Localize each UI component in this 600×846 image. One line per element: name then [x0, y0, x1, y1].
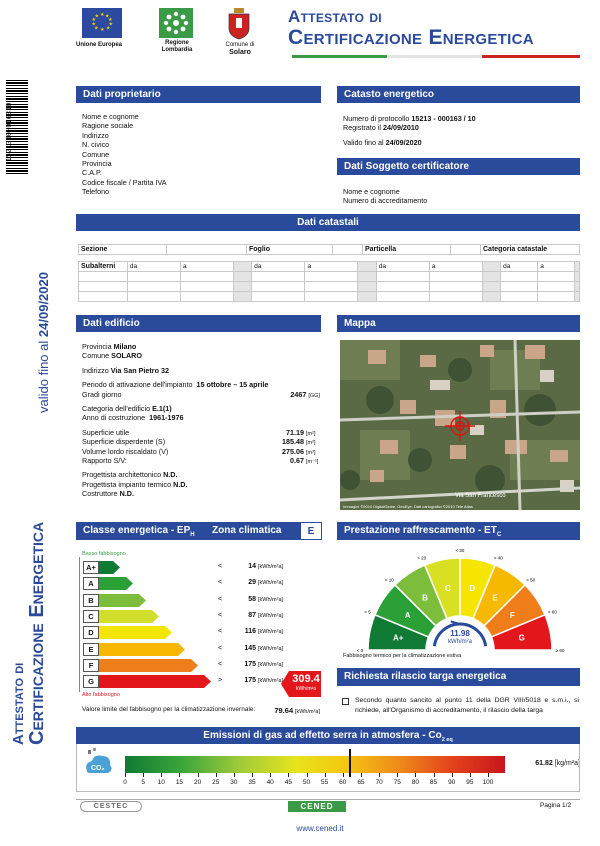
owner-field: N. civico [82, 140, 110, 150]
emissions-unit: [kg/m²a] [554, 760, 580, 767]
cooling-label: Prestazione raffrescamento - ET [344, 525, 497, 536]
energy-class-letter: F [83, 659, 99, 672]
gauge-letter: C [444, 584, 451, 594]
svg-text:★: ★ [108, 17, 113, 23]
scale-label: 100 [482, 779, 494, 786]
area-unit: [m²] [306, 430, 316, 437]
scale-label: 95 [466, 779, 474, 786]
energy-class-limit: 175 [244, 677, 256, 685]
registered-label: Registrato il [343, 123, 381, 133]
emissions-title [76, 727, 580, 744]
co2-text: CO₂ [91, 765, 105, 772]
energy-class-symbol: < [218, 628, 223, 636]
cooling-title [337, 522, 580, 540]
energy-class-bar [83, 659, 199, 672]
lombardia-logo [159, 8, 193, 38]
map-copyright: Immagini ©2010 DigitalGlobe, GeoEye, Dati cartografici ©2010 Tele Atlas [343, 504, 473, 509]
svg-text:★: ★ [91, 21, 96, 28]
energy-class-sub: H [190, 532, 195, 538]
ratio-unit: [m⁻¹] [306, 459, 319, 466]
owner-field: Telefono [82, 187, 110, 197]
gauge-threshold: < 30 [455, 548, 465, 553]
satellite-map[interactable] [340, 340, 580, 510]
emissions-label: Emissioni di gas ad effetto serra in atmosfera - Co [203, 730, 442, 741]
limit-label: Valore limite del fabbisogno per la climatizzazione invernale: [82, 706, 256, 713]
cadastral-table [78, 244, 580, 302]
title-line2: Certificazione Energetica [288, 26, 534, 49]
cestec-text: CESTEC [93, 803, 129, 810]
energy-class-symbol: < [218, 579, 223, 587]
address-label: Indirizzo [82, 365, 109, 375]
ratio-value: 0.67 [290, 456, 304, 466]
scale-label: 60 [339, 779, 347, 786]
arch-value: N.D. [163, 470, 178, 480]
certifier-fields [343, 187, 427, 206]
energy-class-unit: [kWh/m²a] [258, 629, 284, 636]
gauge-threshold: < 50 [526, 577, 536, 583]
scale-label: 15 [175, 779, 184, 786]
scale-label: 70 [375, 779, 383, 786]
gauge-letter: E [492, 593, 498, 603]
energy-value-badge [289, 671, 321, 697]
valid-value: 24/09/2020 [385, 137, 422, 147]
region-label-line2: Lombardia [161, 47, 193, 53]
energy-class-limit: 29 [248, 579, 256, 587]
energy-class-unit: [kWh/m²a] [258, 612, 284, 619]
gauge-threshold: < 20 [417, 555, 427, 561]
gauge-threshold: < 0 [356, 648, 364, 653]
gauge-letter: A [404, 610, 411, 620]
sub-da: da [501, 262, 538, 272]
subalterni-grid [78, 261, 580, 302]
scale-label: 5 [141, 779, 145, 786]
category-label: Categoria dell'edificio [82, 404, 151, 414]
rosa-camuna-icon [159, 8, 193, 38]
energy-class-letter: A [83, 577, 99, 590]
area-label: Superficie utile [82, 427, 130, 437]
sub-da: da [376, 262, 429, 272]
energy-class-unit: [kWh/m²a] [258, 580, 284, 587]
title-underline [292, 55, 580, 58]
vol-value: 275.06 [282, 446, 304, 456]
cestec-logo [80, 801, 142, 812]
side-valid-date: 24/09/2020 [36, 272, 51, 338]
registered-value: 24/09/2010 [382, 123, 419, 133]
vol-label: Volume lordo riscaldato (V) [82, 446, 169, 456]
energy-class-symbol: < [218, 595, 223, 603]
cooling-value: 11.98 [450, 629, 470, 638]
energy-class-limit: 58 [248, 595, 256, 603]
scale-label: 35 [248, 779, 256, 786]
owner-field: Comune [82, 149, 110, 159]
building-block [82, 342, 320, 499]
side-valid-label: valido fino al [36, 340, 51, 413]
energy-class-unit: [kWh/m²a] [258, 678, 284, 685]
sub-da: da [127, 262, 180, 272]
owner-field: Ragione sociale [82, 121, 134, 131]
categoria-label: Categoria catastale [481, 245, 580, 255]
energy-bar-shape [83, 675, 212, 688]
energy-class-limit: 145 [244, 644, 256, 652]
eu-stars-icon [82, 8, 122, 38]
gauge-letter: A+ [392, 633, 404, 643]
map-title: Mappa [337, 315, 580, 332]
scale-label: 45 [284, 779, 292, 786]
energy-class-limit: 87 [248, 611, 256, 619]
energy-class-unit: [kWh/m²a] [258, 596, 284, 603]
energy-bar-shape [83, 659, 199, 672]
comune-label-line1: Comune di [225, 42, 255, 48]
province-label: Provincia [82, 342, 112, 351]
energy-value: 309.4 [292, 673, 320, 685]
vol-unit: [m³] [306, 449, 316, 456]
svg-text:★: ★ [100, 12, 105, 18]
barcode-number: 1521300-016310 [5, 102, 13, 162]
limit-unit: [kWh/m²a] [294, 709, 320, 715]
scale-label: 10 [157, 779, 165, 786]
page-number: Pagina 1/2 [540, 802, 572, 809]
energy-class-unit: [kWh/m²a] [258, 645, 284, 652]
scale-label: 65 [357, 779, 365, 786]
gauge-threshold: < 60 [547, 609, 557, 615]
sub-a: a [538, 262, 575, 272]
period-value: 15 ottobre – 15 aprile [196, 380, 269, 390]
energy-class-label: Classe energetica - EP [83, 525, 191, 536]
gauge-letter: B [422, 593, 428, 603]
scale-label: 80 [411, 779, 419, 786]
footer-url[interactable]: www.cened.it [296, 824, 344, 833]
degree-label: Gradi giorno [82, 389, 122, 399]
emissions-frame [76, 744, 580, 792]
svg-text:★: ★ [94, 13, 99, 20]
energy-class-symbol: > [218, 677, 223, 685]
gauge-letter: D [469, 584, 476, 594]
protocol-value: 15213 - 000163 / 10 [411, 114, 476, 123]
year-label: Anno di costruzione [82, 413, 146, 423]
energy-class-letter: C [83, 610, 99, 623]
emissions-sub: 2 eq [441, 737, 453, 743]
area-value: 71.19 [286, 427, 304, 437]
energy-class-bar [83, 675, 212, 688]
energy-class-symbol: < [218, 563, 223, 570]
scale-label: 50 [302, 779, 311, 786]
svg-text:★: ★ [94, 25, 99, 32]
owner-title: Dati proprietario [76, 86, 321, 103]
cooling-sub: C [496, 532, 502, 538]
catasto-title: Catasto energetico [337, 86, 580, 103]
eu-flag [82, 8, 122, 38]
scale-label: 85 [429, 779, 438, 786]
foglio-label: Foglio [247, 245, 333, 255]
owner-field: C.A.P. [82, 168, 102, 178]
subalterni-label: Subalterni [79, 262, 128, 272]
disp-label: Superficie disperdente (S) [82, 437, 166, 447]
footer-line [76, 799, 580, 800]
zone-value: E [300, 522, 322, 540]
limit-value: 79.64 [274, 706, 294, 715]
province-value: Milano [113, 342, 137, 351]
energy-class-limit: 14 [248, 563, 256, 570]
cadastral-grid [78, 244, 580, 255]
scale-label: 25 [212, 779, 220, 786]
plant-label: Progettista impianto termico [82, 479, 172, 489]
arch-label: Progettista architettonico [82, 470, 162, 480]
comune-label-b: Comune [82, 351, 110, 361]
owner-fields [82, 112, 167, 197]
side-valid [36, 272, 51, 413]
certifier-field: Numero di accreditamento [343, 196, 428, 206]
energy-class-limit: 116 [244, 628, 256, 636]
sub-a: a [181, 262, 234, 272]
energy-class-symbol: < [218, 644, 223, 652]
map-image [340, 340, 580, 510]
emissions-value: 61.82 [535, 760, 553, 767]
gauge-letter: F [509, 610, 515, 620]
certifier-title: Dati Soggetto certificatore [337, 158, 580, 175]
scale-label: 0 [123, 779, 127, 786]
side-title-line2: Certificazione Energetica [26, 521, 48, 745]
energy-class-unit: [kWh/m²a] [258, 661, 284, 668]
energy-class-letter: D [83, 626, 99, 639]
energy-class-letter: B [83, 594, 99, 607]
side-title-line1: Attestato di [10, 662, 27, 745]
scale-label: 90 [448, 779, 456, 786]
gauge-threshold: < 5 [364, 609, 371, 615]
gauge-threshold-last: ≥ 60 [555, 648, 565, 653]
sub-a: a [305, 262, 358, 272]
plate-checkbox[interactable] [342, 698, 349, 705]
comune-label [220, 42, 260, 56]
zone-label: Zona climatica [212, 525, 282, 536]
energy-class-symbol: < [218, 660, 223, 668]
owner-field: Provincia [82, 159, 112, 169]
sub-da: da [252, 262, 305, 272]
comune-value: SOLARO [111, 351, 142, 361]
svg-text:★: ★ [91, 17, 96, 23]
svg-text:★: ★ [108, 21, 113, 28]
energy-class-symbol: < [218, 611, 223, 619]
certifier-field: Nome e cognome [343, 187, 400, 196]
title-line1: Attestato di [288, 7, 382, 26]
comune-crest [226, 8, 252, 40]
building-title: Dati edificio [76, 315, 321, 332]
gauge-threshold: < 10 [384, 577, 394, 583]
owner-field: Nome e cognome [82, 112, 139, 121]
cooling-unit: kWh/m²a [448, 639, 472, 645]
scale-label: 75 [393, 779, 401, 786]
side-title [8, 522, 48, 745]
owner-field: Indirizzo [82, 130, 109, 140]
page-title [288, 5, 534, 50]
period-label: Periodo di attivazione dell'impianto [82, 380, 193, 390]
cooling-caption: Fabbisogno termico per la climatizzazione estiva [343, 653, 462, 659]
cadastral-title: Dati catastali [76, 214, 580, 231]
energy-class-letter: A+ [83, 561, 99, 574]
energy-class-unit: [kWh/m²a] [258, 564, 284, 570]
particella-label: Particella [363, 245, 451, 255]
scale-label: 20 [193, 779, 202, 786]
map-street-label: Via San Francesco [455, 493, 506, 499]
comune-label-line2: Solaro [229, 49, 251, 56]
energy-value-unit: kWh/m²a [296, 686, 316, 692]
scale-label: 55 [321, 779, 329, 786]
svg-text:★: ★ [105, 13, 110, 20]
year-value: 1961-1976 [149, 413, 184, 423]
disp-value: 185.48 [282, 437, 304, 447]
plate-text: Secondo quanto sancito al punto 11 della DGR VIII/5018 e s.m.i., si richiede, all'Organismo di accreditamento, il rilascio della targa [355, 697, 579, 714]
cened-logo [288, 801, 346, 812]
ratio-label: Rapporto S/V: [82, 456, 127, 466]
owner-field: Codice fiscale / Partita IVA [82, 177, 167, 187]
crest-icon [226, 8, 252, 40]
builder-value: N.D. [119, 489, 134, 499]
low-demand-label: Basso fabbisogno [82, 551, 126, 557]
energy-class-limit: 175 [244, 660, 256, 668]
energy-class-title [76, 522, 321, 540]
svg-text:★: ★ [106, 25, 111, 32]
scale-label: 30 [230, 779, 238, 786]
plant-value: N.D. [173, 479, 188, 489]
gauge-threshold: < 40 [493, 555, 503, 561]
degree-unit: [GG] [308, 392, 320, 399]
valid-label: Valido fino al [343, 137, 384, 147]
degree-value: 2467 [290, 389, 307, 399]
sezione-label: Sezione [79, 245, 167, 255]
svg-text:★: ★ [100, 27, 105, 33]
category-value: E.1(1) [152, 404, 172, 414]
cened-text: CENED [300, 802, 334, 811]
address-value: Via San Pietro 32 [110, 365, 169, 375]
plate-title: Richiesta rilascio targa energetica [337, 668, 580, 686]
catasto-block [343, 114, 476, 147]
region-label [157, 40, 197, 54]
energy-class-letter: G [83, 675, 99, 688]
gauge-letter: G [518, 633, 525, 643]
high-demand-label: Alto fabbisogno [82, 692, 120, 698]
energy-class-letter: E [83, 643, 99, 656]
disp-unit: [m²] [306, 440, 316, 447]
limit-row [82, 706, 320, 713]
protocol-label: Numero di protocollo [343, 114, 410, 123]
eu-label: Unione Europea [76, 42, 123, 48]
builder-label: Costruttore [82, 489, 118, 499]
sub-a: a [429, 262, 482, 272]
scale-label: 40 [266, 779, 274, 786]
region-label-line1: Regione [165, 40, 189, 46]
